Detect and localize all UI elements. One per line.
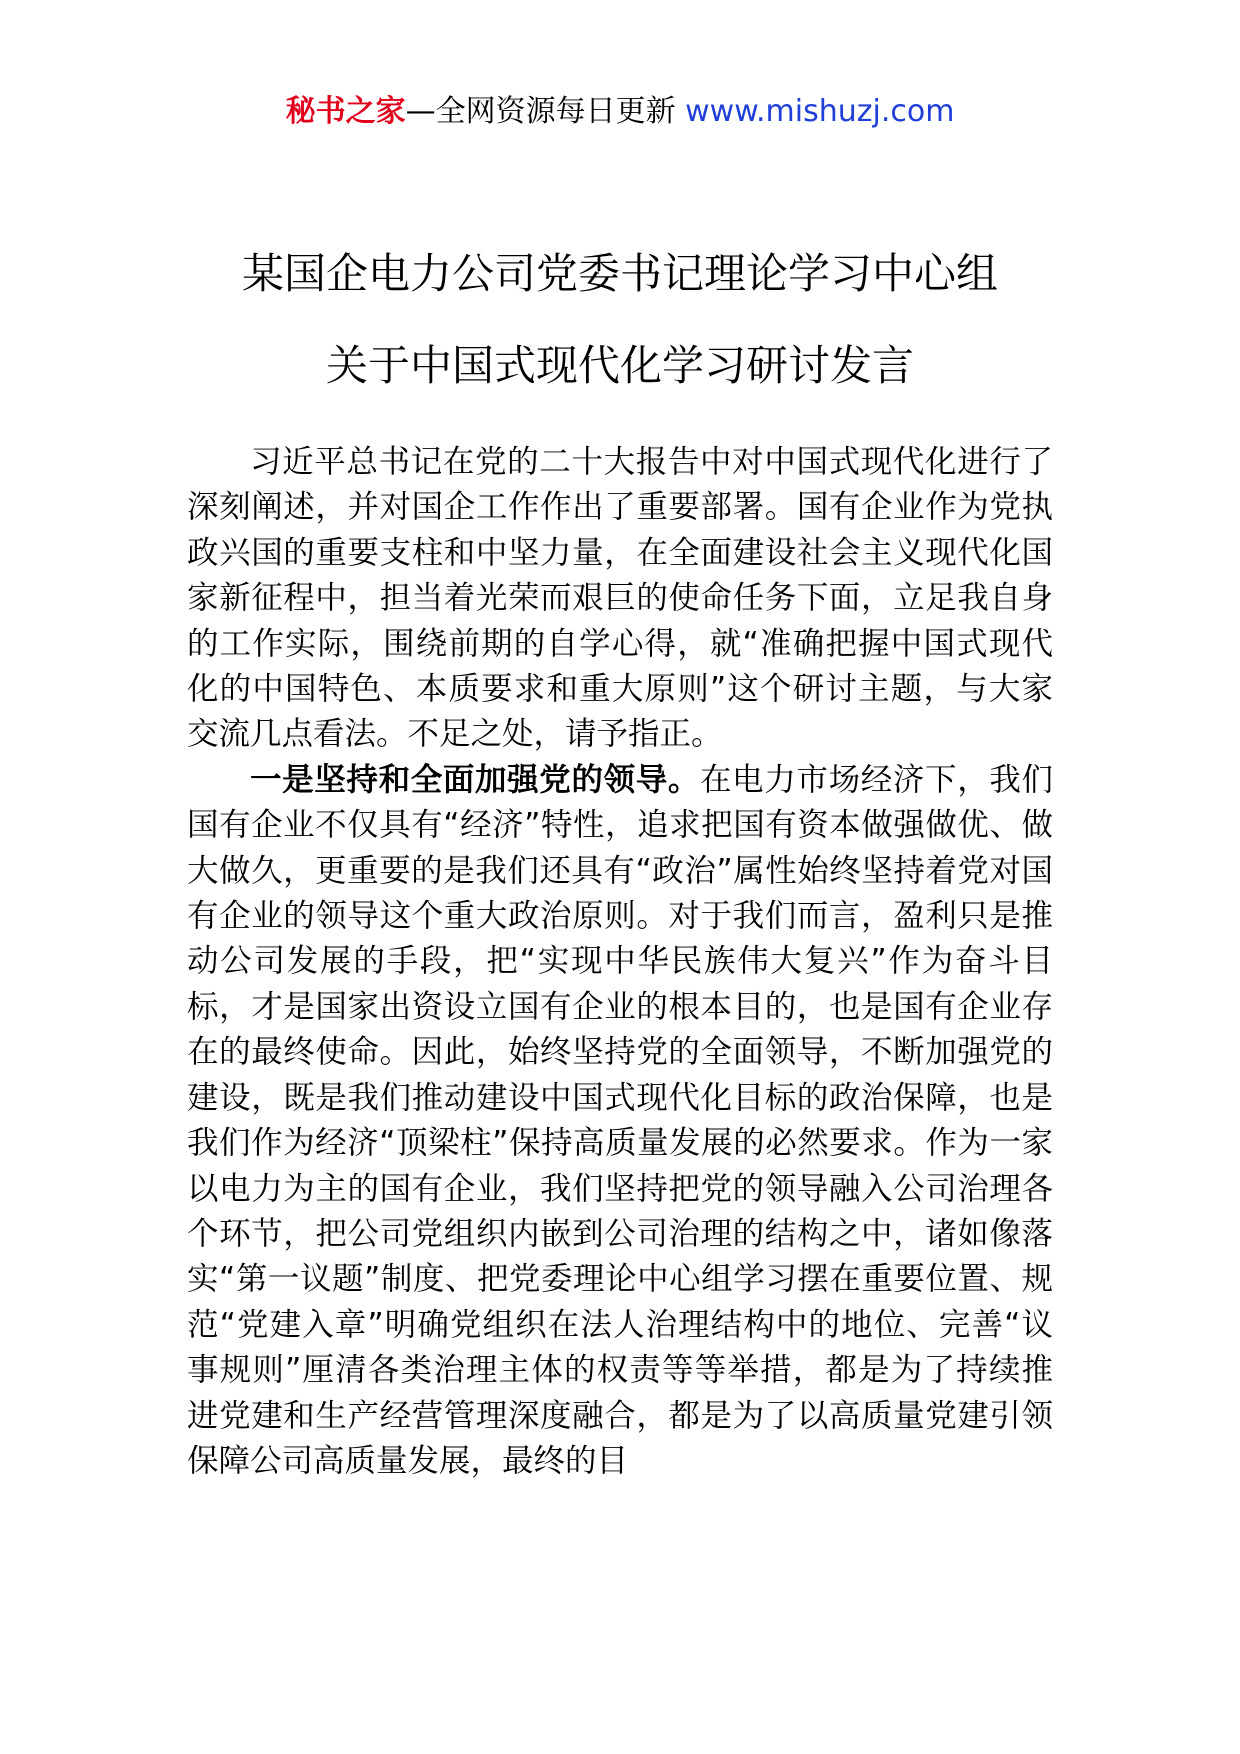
- paragraph-intro: 习近平总书记在党的二十大报告中对中国式现代化进行了深刻阐述，并对国企工作作出了重要部署。国有企业作为党执政兴国的重要支柱和中坚力量，在全面建设社会主义现代化国家新征程中，担当着光荣而艰巨的使命任务下面，立足我自身的工作实际，围绕前期的自学心得，就“准确把握中国式现代化的中国特色、本质要求和重大原则”这个研讨主题，与大家交流几点看法。不足之处，请予指正。: [187, 444, 1053, 753]
- point-one-heading: 一是坚持和全面加强党的领导。: [250, 761, 701, 798]
- document-body: [187, 440, 1053, 1484]
- website-url[interactable]: www.mishuzj.com: [685, 94, 955, 129]
- header-tagline: —全网资源每日更新: [405, 94, 676, 129]
- brand-name: 秘书之家: [285, 94, 406, 129]
- document-title: [0, 228, 1240, 412]
- title-line-1: 某国企电力公司党委书记理论学习中心组: [241, 249, 998, 298]
- point-one-text: 在电力市场经济下，我们国有企业不仅具有“经济”特性，追求把国有资本做强做优、做大做久，更重要的是我们还具有“政治”属性始终坚持着党对国有企业的领导这个重大政治原则。对于我们而言，盈利只是推动公司发展的手段，把“实现中华民族伟大复兴”作为奋斗目标，才是国家出资设立国有企业的根本目的，也是国有企业存在的最终使命。因此，始终坚持党的全面领导，不断加强党的建设，既是我们推动建设中国式现代化目标的政治保障，也是我们作为经济“顶梁柱”保持高质量发展的必然要求。作为一家以电力为主的国有企业，我们坚持把党的领导融入公司治理各个环节，把公司党组织内嵌到公司治理的结构之中，诸如像落实“第一议题”制度、把党委理论中心组学习摆在重要位置、规范“党建入章”明确党组织在法人治理结构中的地位、完善“议事规则”厘清各类治理主体的权责等等举措，都是为了持续推进党建和生产经营管理深度融合，都是为了以高质量党建引领保障公司高质量发展，最终的目: [187, 761, 1053, 1479]
- site-header: [0, 92, 1240, 132]
- title-line-2: 关于中国式现代化学习研讨发言: [325, 341, 914, 390]
- paragraph-point-one: [187, 758, 1053, 1485]
